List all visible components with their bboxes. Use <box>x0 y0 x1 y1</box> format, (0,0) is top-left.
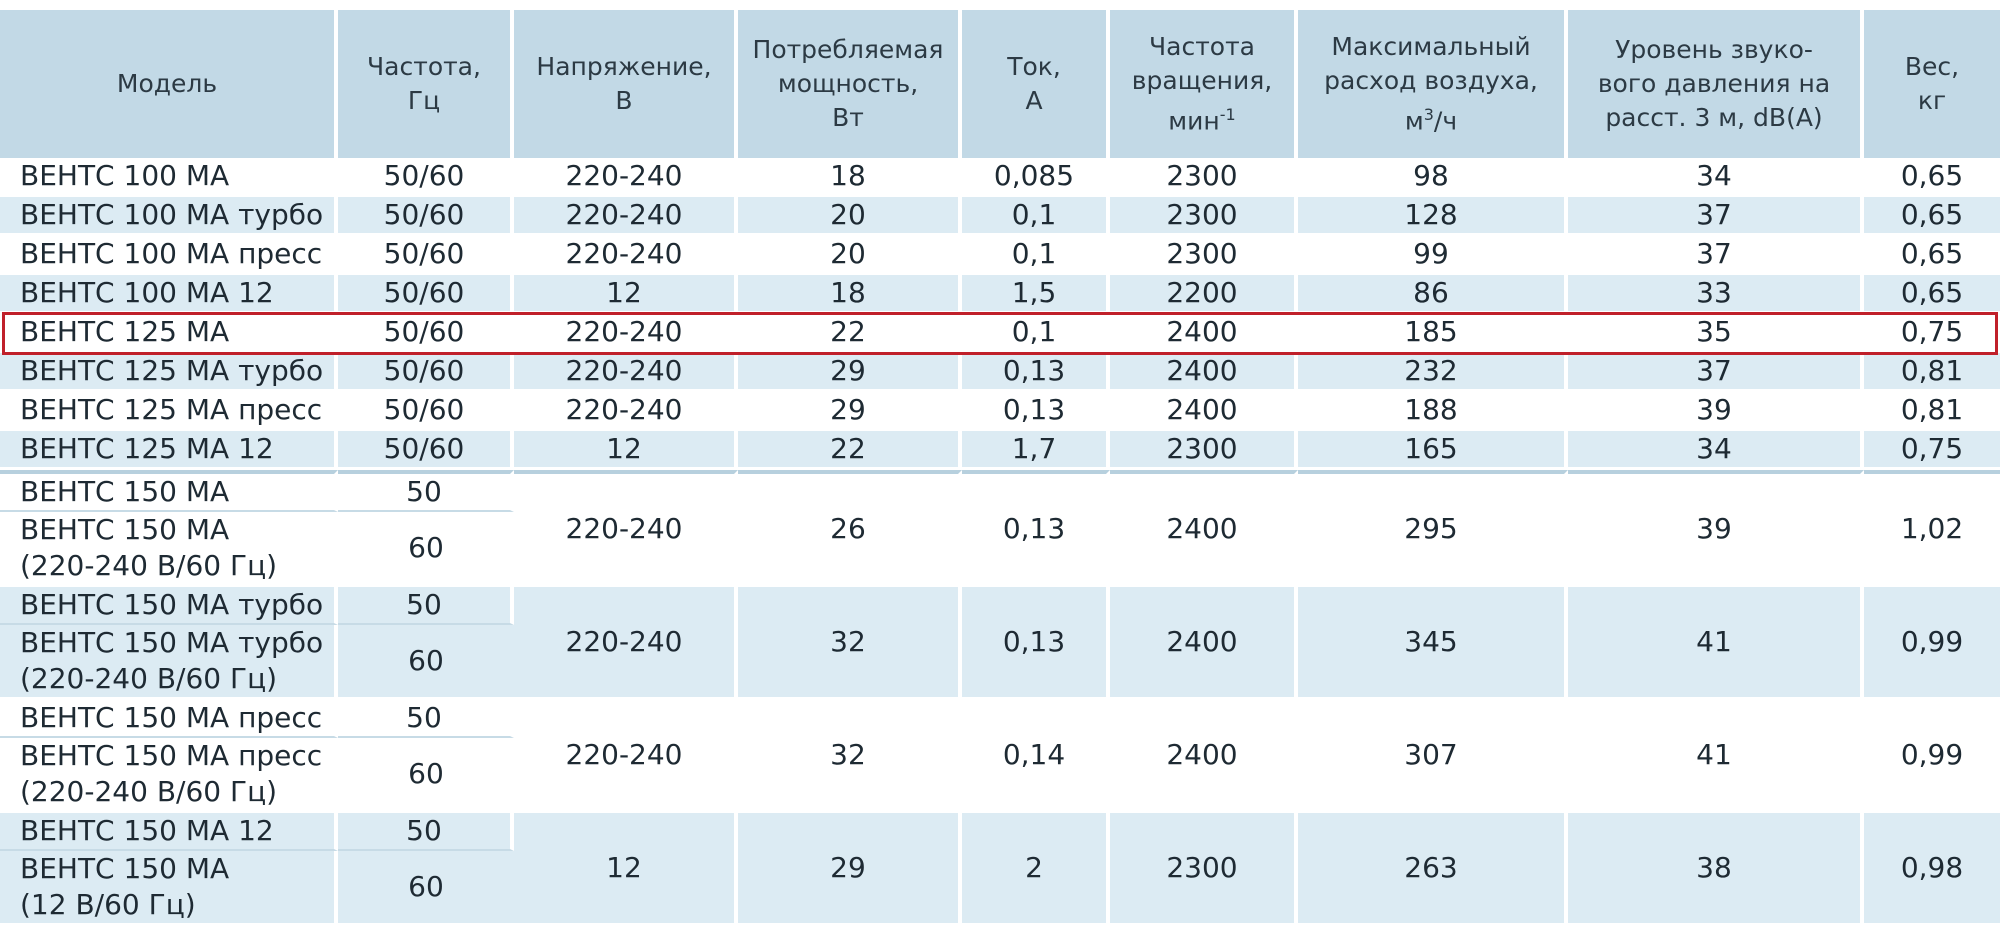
cell-noise: 41 <box>1568 700 1864 813</box>
cell-noise: 35 <box>1568 314 1864 353</box>
cell-model: ВЕНТС 100 МА 12 <box>0 275 338 314</box>
cell-model: ВЕНТС 150 МА пресс <box>0 700 338 738</box>
cell-voltage: 12 <box>514 813 738 926</box>
cell-current: 0,1 <box>962 197 1110 236</box>
model-variant-line1: ВЕНТС 150 МА турбо <box>20 626 324 659</box>
cell-rpm: 2300 <box>1110 197 1298 236</box>
cell-weight: 0,81 <box>1864 353 2000 392</box>
cell-voltage: 220-240 <box>514 587 738 700</box>
header-weight: Вес, кг <box>1864 10 2000 158</box>
cell-current: 0,14 <box>962 700 1110 813</box>
cell-current: 0,13 <box>962 587 1110 700</box>
model-variant-line1: ВЕНТС 150 МА <box>20 852 230 885</box>
cell-frequency: 50 <box>338 587 514 625</box>
cell-weight: 0,65 <box>1864 275 2000 314</box>
cell-current: 1,5 <box>962 275 1110 314</box>
table-body <box>0 158 2000 926</box>
cell-noise: 41 <box>1568 587 1864 700</box>
cell-airflow: 165 <box>1298 431 1568 470</box>
cell-frequency: 50 <box>338 470 514 512</box>
cell-weight: 0,81 <box>1864 392 2000 431</box>
cell-frequency: 60 <box>338 738 514 813</box>
cell-airflow: 128 <box>1298 197 1568 236</box>
cell-frequency: 50/60 <box>338 314 514 353</box>
cell-rpm: 2400 <box>1110 353 1298 392</box>
cell-noise: 33 <box>1568 275 1864 314</box>
cell-frequency: 50/60 <box>338 236 514 275</box>
cell-noise: 38 <box>1568 813 1864 926</box>
cell-voltage: 220-240 <box>514 197 738 236</box>
cell-airflow: 185 <box>1298 314 1568 353</box>
model-variant-line2: (220-240 В/60 Гц) <box>20 662 278 695</box>
cell-weight: 1,02 <box>1864 470 2000 587</box>
cell-power: 20 <box>738 197 962 236</box>
cell-frequency: 60 <box>338 512 514 587</box>
cell-model: ВЕНТС 100 МА пресс <box>0 236 338 275</box>
cell-airflow: 99 <box>1298 236 1568 275</box>
table-row <box>0 353 2000 392</box>
cell-current: 0,13 <box>962 470 1110 587</box>
cell-weight: 0,65 <box>1864 197 2000 236</box>
cell-model: ВЕНТС 150 МА турбо <box>0 587 338 625</box>
cell-noise: 39 <box>1568 470 1864 587</box>
cell-power: 29 <box>738 392 962 431</box>
cell-current: 2 <box>962 813 1110 926</box>
table-row <box>0 197 2000 236</box>
header-rpm-line2: вращения, <box>1131 65 1273 95</box>
cell-rpm: 2300 <box>1110 431 1298 470</box>
cell-rpm: 2400 <box>1110 700 1298 813</box>
cell-voltage: 12 <box>514 431 738 470</box>
table-row-group <box>0 587 2000 625</box>
table-row-highlighted <box>0 314 2000 353</box>
cell-voltage: 12 <box>514 275 738 314</box>
cell-model-variant <box>0 738 338 813</box>
cell-model: ВЕНТС 125 МА 12 <box>0 431 338 470</box>
cell-rpm: 2400 <box>1110 392 1298 431</box>
cell-power: 22 <box>738 314 962 353</box>
cell-frequency: 60 <box>338 851 514 926</box>
cell-model: ВЕНТС 150 МА 12 <box>0 813 338 851</box>
header-airflow <box>1298 10 1568 158</box>
header-power: Потребляемая мощность, Вт <box>738 10 962 158</box>
table-row-group <box>0 700 2000 738</box>
cell-frequency: 50/60 <box>338 353 514 392</box>
cell-noise: 39 <box>1568 392 1864 431</box>
cell-rpm: 2300 <box>1110 813 1298 926</box>
cell-model: ВЕНТС 100 МА <box>0 158 338 197</box>
table-row-group <box>0 813 2000 851</box>
header-voltage: Напряжение, В <box>514 10 738 158</box>
header-airflow-line3: м <box>1404 106 1424 136</box>
cell-airflow: 307 <box>1298 700 1568 813</box>
cell-rpm: 2300 <box>1110 158 1298 197</box>
cell-weight: 0,75 <box>1864 314 2000 353</box>
cell-rpm: 2400 <box>1110 470 1298 587</box>
cell-frequency: 50/60 <box>338 158 514 197</box>
header-airflow-line2: расход воздуха, <box>1324 65 1538 95</box>
table-row-group <box>0 470 2000 512</box>
cell-voltage: 220-240 <box>514 470 738 587</box>
cell-voltage: 220-240 <box>514 353 738 392</box>
cell-frequency: 50/60 <box>338 392 514 431</box>
table-row <box>0 236 2000 275</box>
header-current: Ток, А <box>962 10 1110 158</box>
cell-weight: 0,99 <box>1864 587 2000 700</box>
cell-model: ВЕНТС 100 МА турбо <box>0 197 338 236</box>
cell-airflow: 98 <box>1298 158 1568 197</box>
cell-power: 29 <box>738 813 962 926</box>
cell-airflow: 232 <box>1298 353 1568 392</box>
cell-power: 29 <box>738 353 962 392</box>
cell-noise: 37 <box>1568 236 1864 275</box>
cell-airflow: 295 <box>1298 470 1568 587</box>
cell-current: 0,13 <box>962 353 1110 392</box>
cell-rpm: 2400 <box>1110 587 1298 700</box>
table-row <box>0 275 2000 314</box>
header-rpm-sup: -1 <box>1219 104 1236 124</box>
cell-current: 0,1 <box>962 314 1110 353</box>
header-row <box>0 10 2000 158</box>
cell-frequency: 50 <box>338 700 514 738</box>
cell-noise: 34 <box>1568 158 1864 197</box>
cell-frequency: 60 <box>338 625 514 700</box>
cell-current: 0,085 <box>962 158 1110 197</box>
cell-frequency: 50/60 <box>338 275 514 314</box>
cell-voltage: 220-240 <box>514 158 738 197</box>
cell-frequency: 50/60 <box>338 431 514 470</box>
cell-voltage: 220-240 <box>514 236 738 275</box>
cell-power: 32 <box>738 700 962 813</box>
cell-power: 18 <box>738 158 962 197</box>
model-variant-line2: (12 В/60 Гц) <box>20 888 196 921</box>
header-frequency: Частота, Гц <box>338 10 514 158</box>
cell-airflow: 345 <box>1298 587 1568 700</box>
cell-noise: 34 <box>1568 431 1864 470</box>
cell-weight: 0,99 <box>1864 700 2000 813</box>
cell-airflow: 86 <box>1298 275 1568 314</box>
cell-current: 0,1 <box>962 236 1110 275</box>
cell-power: 32 <box>738 587 962 700</box>
cell-frequency: 50 <box>338 813 514 851</box>
cell-current: 1,7 <box>962 431 1110 470</box>
table-row <box>0 431 2000 470</box>
cell-weight: 0,65 <box>1864 236 2000 275</box>
header-rpm-line3: мин <box>1168 106 1220 136</box>
cell-model: ВЕНТС 125 МА пресс <box>0 392 338 431</box>
header-airflow-sup: 3 <box>1423 104 1434 124</box>
cell-power: 18 <box>738 275 962 314</box>
cell-power: 26 <box>738 470 962 587</box>
cell-model-variant <box>0 625 338 700</box>
cell-weight: 0,98 <box>1864 813 2000 926</box>
cell-airflow: 263 <box>1298 813 1568 926</box>
cell-rpm: 2200 <box>1110 275 1298 314</box>
cell-model-variant <box>0 512 338 587</box>
header-noise: Уровень звуко- вого давления на расст. 3 м, dB(A) <box>1568 10 1864 158</box>
header-airflow-line1: Максимальный <box>1331 31 1531 61</box>
cell-model: ВЕНТС 125 МА <box>0 314 338 353</box>
table-row <box>0 392 2000 431</box>
model-variant-line2: (220-240 В/60 Гц) <box>20 775 278 808</box>
table-row <box>0 158 2000 197</box>
header-rpm-line1: Частота <box>1149 31 1255 61</box>
cell-model: ВЕНТС 150 МА <box>0 470 338 512</box>
cell-weight: 0,65 <box>1864 158 2000 197</box>
cell-rpm: 2400 <box>1110 314 1298 353</box>
cell-voltage: 220-240 <box>514 392 738 431</box>
cell-noise: 37 <box>1568 197 1864 236</box>
cell-model-variant <box>0 851 338 926</box>
cell-frequency: 50/60 <box>338 197 514 236</box>
model-variant-line1: ВЕНТС 150 МА пресс <box>20 739 323 772</box>
header-rpm <box>1110 10 1298 158</box>
cell-voltage: 220-240 <box>514 314 738 353</box>
model-variant-line1: ВЕНТС 150 МА <box>20 513 230 546</box>
cell-noise: 37 <box>1568 353 1864 392</box>
cell-voltage: 220-240 <box>514 700 738 813</box>
model-variant-line2: (220-240 В/60 Гц) <box>20 549 278 582</box>
cell-airflow: 188 <box>1298 392 1568 431</box>
cell-weight: 0,75 <box>1864 431 2000 470</box>
cell-current: 0,13 <box>962 392 1110 431</box>
cell-power: 22 <box>738 431 962 470</box>
spec-table <box>0 10 2000 926</box>
cell-power: 20 <box>738 236 962 275</box>
cell-rpm: 2300 <box>1110 236 1298 275</box>
header-model: Модель <box>0 10 338 158</box>
cell-model: ВЕНТС 125 МА турбо <box>0 353 338 392</box>
header-airflow-tail: /ч <box>1433 106 1458 136</box>
